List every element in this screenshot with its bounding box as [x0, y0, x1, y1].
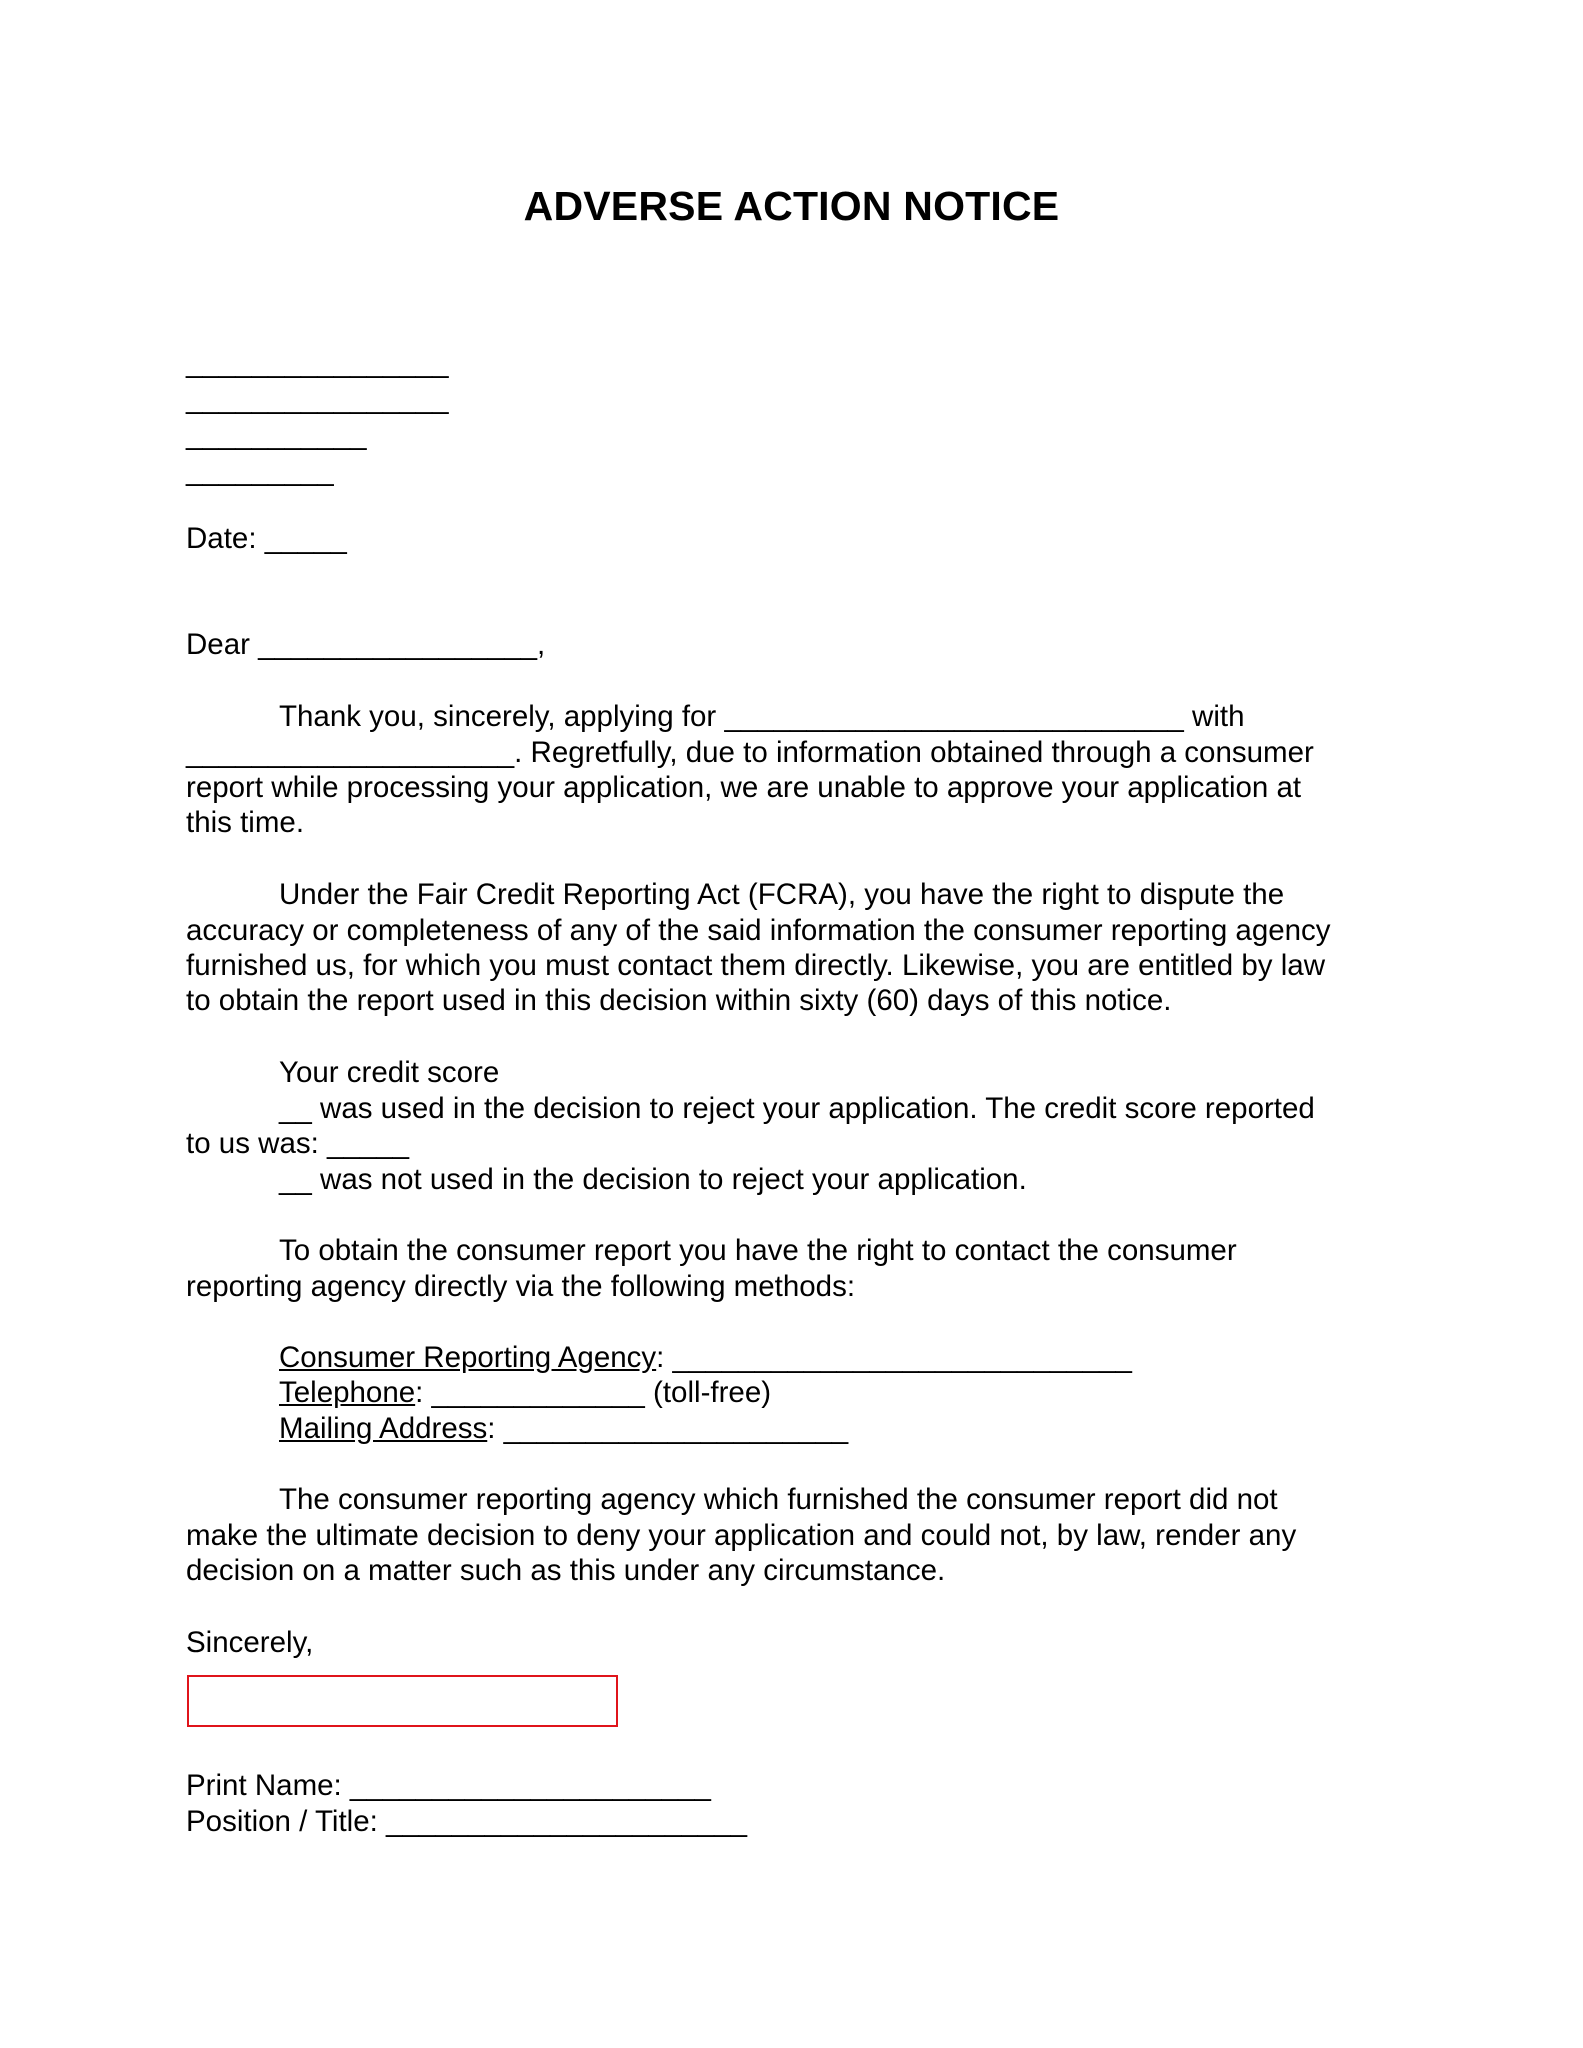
paragraph4-line1: The consumer reporting agency which furnished the consumer report did not	[279, 1483, 1278, 1516]
paragraph3-line1: To obtain the consumer report you have the right to contact the consumer	[279, 1234, 1237, 1267]
agency-telephone-row	[279, 1375, 771, 1411]
paragraph2-line3: furnished us, for which you must contact them directly. Likewise, you are entitled by law	[186, 949, 1326, 982]
paragraph4-line3: decision on a matter such as this under any circumstance.	[186, 1554, 946, 1587]
paragraph3-line2: reporting agency directly via the following methods:	[186, 1270, 856, 1303]
paragraph4-line2: make the ultimate decision to deny your application and could not, by law, render any	[186, 1519, 1297, 1552]
credit-score-used-line2: to us was: _____	[186, 1127, 410, 1160]
credit-score-used-line1: __ was used in the decision to reject your application. The credit score reported	[279, 1092, 1315, 1125]
paragraph2-line4: to obtain the report used in this decision within sixty (60) days of this notice.	[186, 984, 1172, 1017]
agency-telephone-label: Telephone	[279, 1376, 416, 1409]
address-line-2: ________________	[186, 382, 449, 415]
address-line-4: _________	[186, 454, 334, 487]
paragraph1-line2: ____________________. Regretfully, due to information obtained through a consumer	[186, 736, 1314, 769]
position-title-line: Position / Title: ______________________	[186, 1805, 747, 1838]
salutation: Dear _________________,	[186, 628, 546, 661]
agency-name-label: Consumer Reporting Agency	[279, 1341, 657, 1374]
credit-score-heading: Your credit score	[279, 1056, 500, 1089]
agency-name-field: : ____________________________	[656, 1341, 1132, 1374]
page-title: ADVERSE ACTION NOTICE	[523, 183, 1060, 229]
signature-field[interactable]	[187, 1675, 618, 1727]
agency-mailing-row	[279, 1411, 848, 1447]
address-line-1: ________________	[186, 346, 449, 379]
agency-telephone-field: : _____________ (toll-free)	[415, 1376, 772, 1409]
paragraph1-line4: this time.	[186, 806, 305, 839]
paragraph2-line2: accuracy or completeness of any of the said information the consumer reporting agency	[186, 914, 1331, 947]
agency-mailing-label: Mailing Address	[279, 1412, 488, 1445]
date-line: Date: _____	[186, 522, 347, 555]
closing: Sincerely,	[186, 1626, 314, 1659]
address-line-3: ___________	[186, 418, 367, 451]
credit-score-not-used: __ was not used in the decision to reject your application.	[279, 1163, 1027, 1196]
paragraph1-line3: report while processing your application, we are unable to approve your application at	[186, 771, 1302, 804]
agency-name-row	[279, 1340, 1132, 1376]
paragraph1-line1: Thank you, sincerely, applying for ____________________________ with	[279, 700, 1245, 733]
paragraph2-line1: Under the Fair Credit Reporting Act (FCRA), you have the right to dispute the	[279, 878, 1285, 911]
agency-mailing-field: : _____________________	[487, 1412, 849, 1445]
print-name-line: Print Name: ______________________	[186, 1769, 711, 1802]
